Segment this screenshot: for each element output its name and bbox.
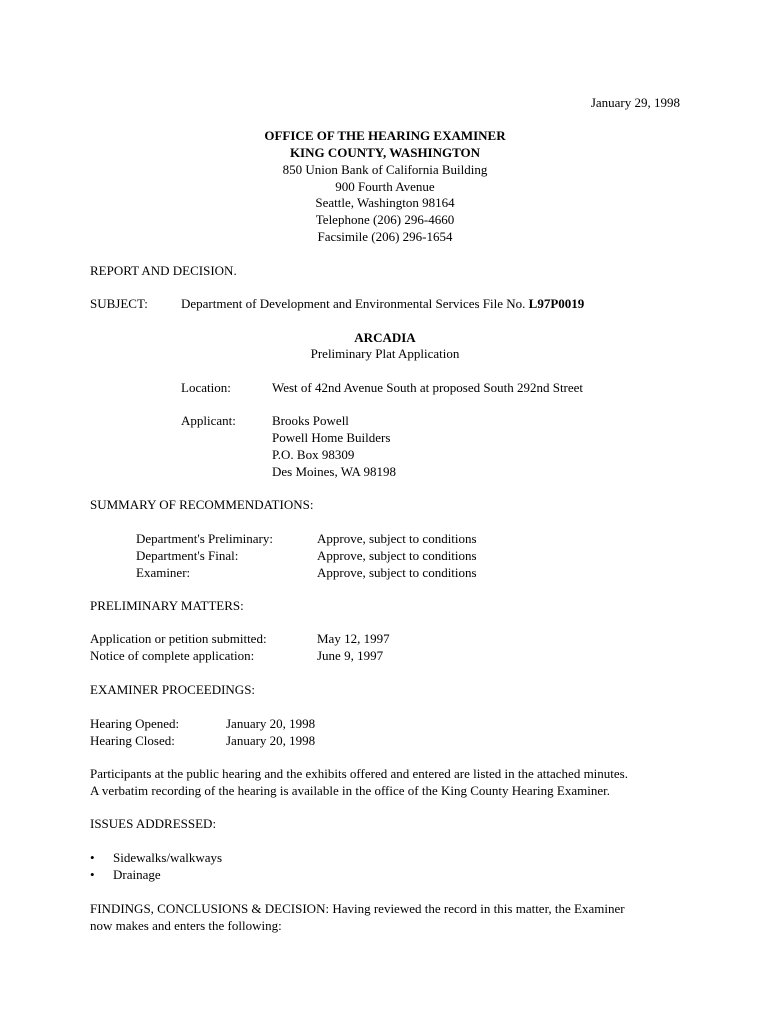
bullet-icon: • [90, 867, 95, 882]
issues-heading: ISSUES ADDRESSED: [90, 816, 217, 831]
issue-item: Drainage [113, 867, 161, 882]
summary-value: Approve, subject to conditions [317, 531, 477, 546]
location-value: West of 42nd Avenue South at proposed South 292nd Street [272, 380, 584, 395]
summary-value: Approve, subject to conditions [317, 565, 477, 580]
participants-line: Participants at the public hearing and the exhibits offered and entered are listed in the attached minutes. [90, 766, 628, 781]
applicant-name: Brooks Powell [272, 413, 349, 428]
summary-label: Department's Preliminary: [136, 531, 274, 546]
office-name: OFFICE OF THE HEARING EXAMINER [264, 128, 506, 143]
subject-description: Department of Development and Environmental Services File No. [181, 296, 526, 311]
findings-line: now makes and enters the following: [90, 918, 282, 933]
applicant-label: Applicant: [181, 413, 236, 428]
proceedings-label: Hearing Opened: [90, 716, 180, 731]
address-building: 850 Union Bank of California Building [282, 162, 488, 177]
participants-line: A verbatim recording of the hearing is available in the office of the King County Hearing Examiner. [90, 783, 610, 798]
applicant-po-box: P.O. Box 98309 [272, 447, 355, 462]
proceedings-heading: EXAMINER PROCEEDINGS: [90, 682, 256, 697]
findings-paragraph [90, 900, 625, 934]
applicant-company: Powell Home Builders [272, 430, 391, 445]
summary-label: Examiner: [136, 565, 191, 580]
proceedings-value: January 20, 1998 [226, 733, 316, 748]
facsimile: Facsimile (206) 296-1654 [317, 229, 453, 244]
file-number: L97P0019 [528, 296, 585, 311]
proceedings-value: January 20, 1998 [226, 716, 316, 731]
summary-heading: SUMMARY OF RECOMMENDATIONS: [90, 497, 314, 512]
address-street: 900 Fourth Avenue [335, 179, 435, 194]
subject-text [181, 295, 584, 312]
preliminary-label: Application or petition submitted: [90, 631, 267, 646]
preliminary-value: May 12, 1997 [317, 631, 390, 646]
participants-paragraph [90, 765, 628, 799]
telephone: Telephone (206) 296-4660 [315, 212, 455, 227]
subject-label: SUBJECT: [90, 296, 148, 311]
proceedings-labels [90, 715, 179, 749]
summary-labels [136, 530, 273, 581]
preliminary-labels [90, 630, 267, 664]
preliminary-value: June 9, 1997 [317, 648, 384, 663]
proceedings-label: Hearing Closed: [90, 733, 175, 748]
applicant-city: Des Moines, WA 98198 [272, 464, 396, 479]
address-city: Seattle, Washington 98164 [315, 195, 455, 210]
applicant-block [272, 412, 396, 480]
proceedings-values [226, 715, 315, 749]
report-title: REPORT AND DECISION. [90, 263, 237, 278]
summary-label: Department's Final: [136, 548, 239, 563]
summary-value: Approve, subject to conditions [317, 548, 477, 563]
preliminary-values [317, 630, 390, 664]
plat-name: ARCADIA [354, 330, 416, 345]
summary-values [317, 530, 477, 581]
bullet-icon: • [90, 850, 95, 865]
document-date: January 29, 1998 [590, 95, 680, 110]
issue-item: Sidewalks/walkways [113, 850, 223, 865]
plat-type: Preliminary Plat Application [310, 346, 460, 361]
findings-line: FINDINGS, CONCLUSIONS & DECISION: Having reviewed the record in this matter, the Examiner [90, 901, 625, 916]
county-name: KING COUNTY, WASHINGTON [289, 145, 481, 160]
preliminary-label: Notice of complete application: [90, 648, 255, 663]
preliminary-heading: PRELIMINARY MATTERS: [90, 598, 244, 613]
location-label: Location: [181, 380, 231, 395]
